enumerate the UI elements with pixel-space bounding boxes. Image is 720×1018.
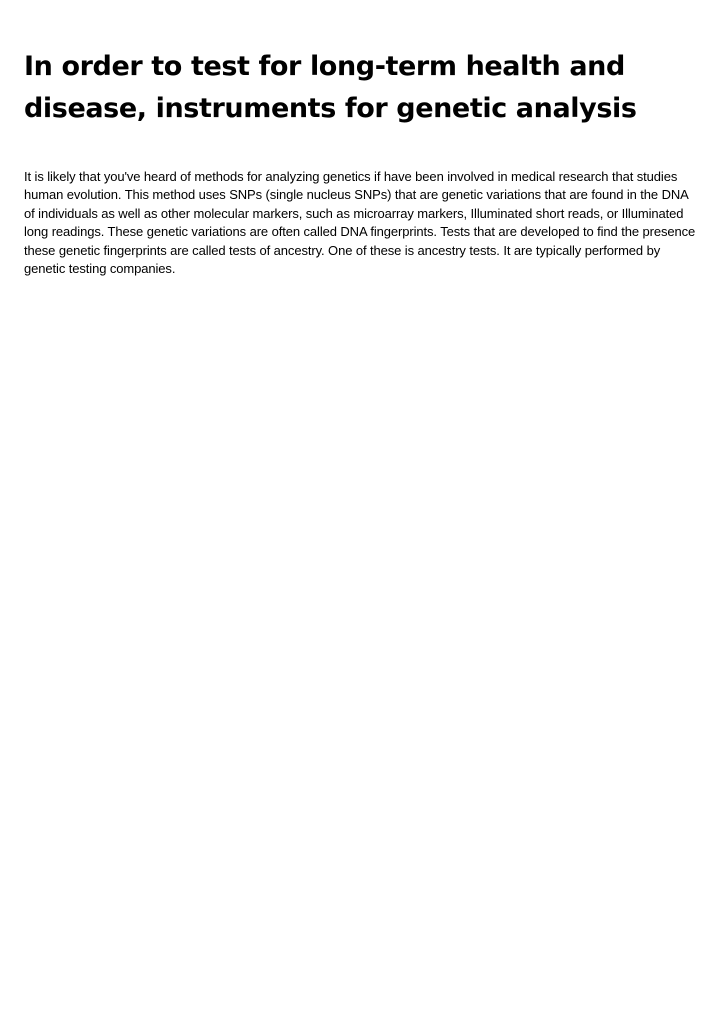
document-page (24, 46, 696, 278)
page-title: In order to test for long-term health and disease, instruments for genetic analysis (24, 51, 637, 124)
body-paragraph: It is likely that you've heard of methods for analyzing genetics if have been involved in medical research that studies human evolution. This method uses SNPs (single nucleus SNPs) that are genetic variations that are found in the DNA of individuals as well as other molecular markers, such as microarray markers, Illuminated short reads, or Illuminated long readings. These genetic variations are often called DNA fingerprints. Tests that are developed to find the presence these genetic fingerprints are called tests of ancestry. One of these is ancestry tests. It are typically performed by genetic testing companies. (24, 169, 696, 277)
